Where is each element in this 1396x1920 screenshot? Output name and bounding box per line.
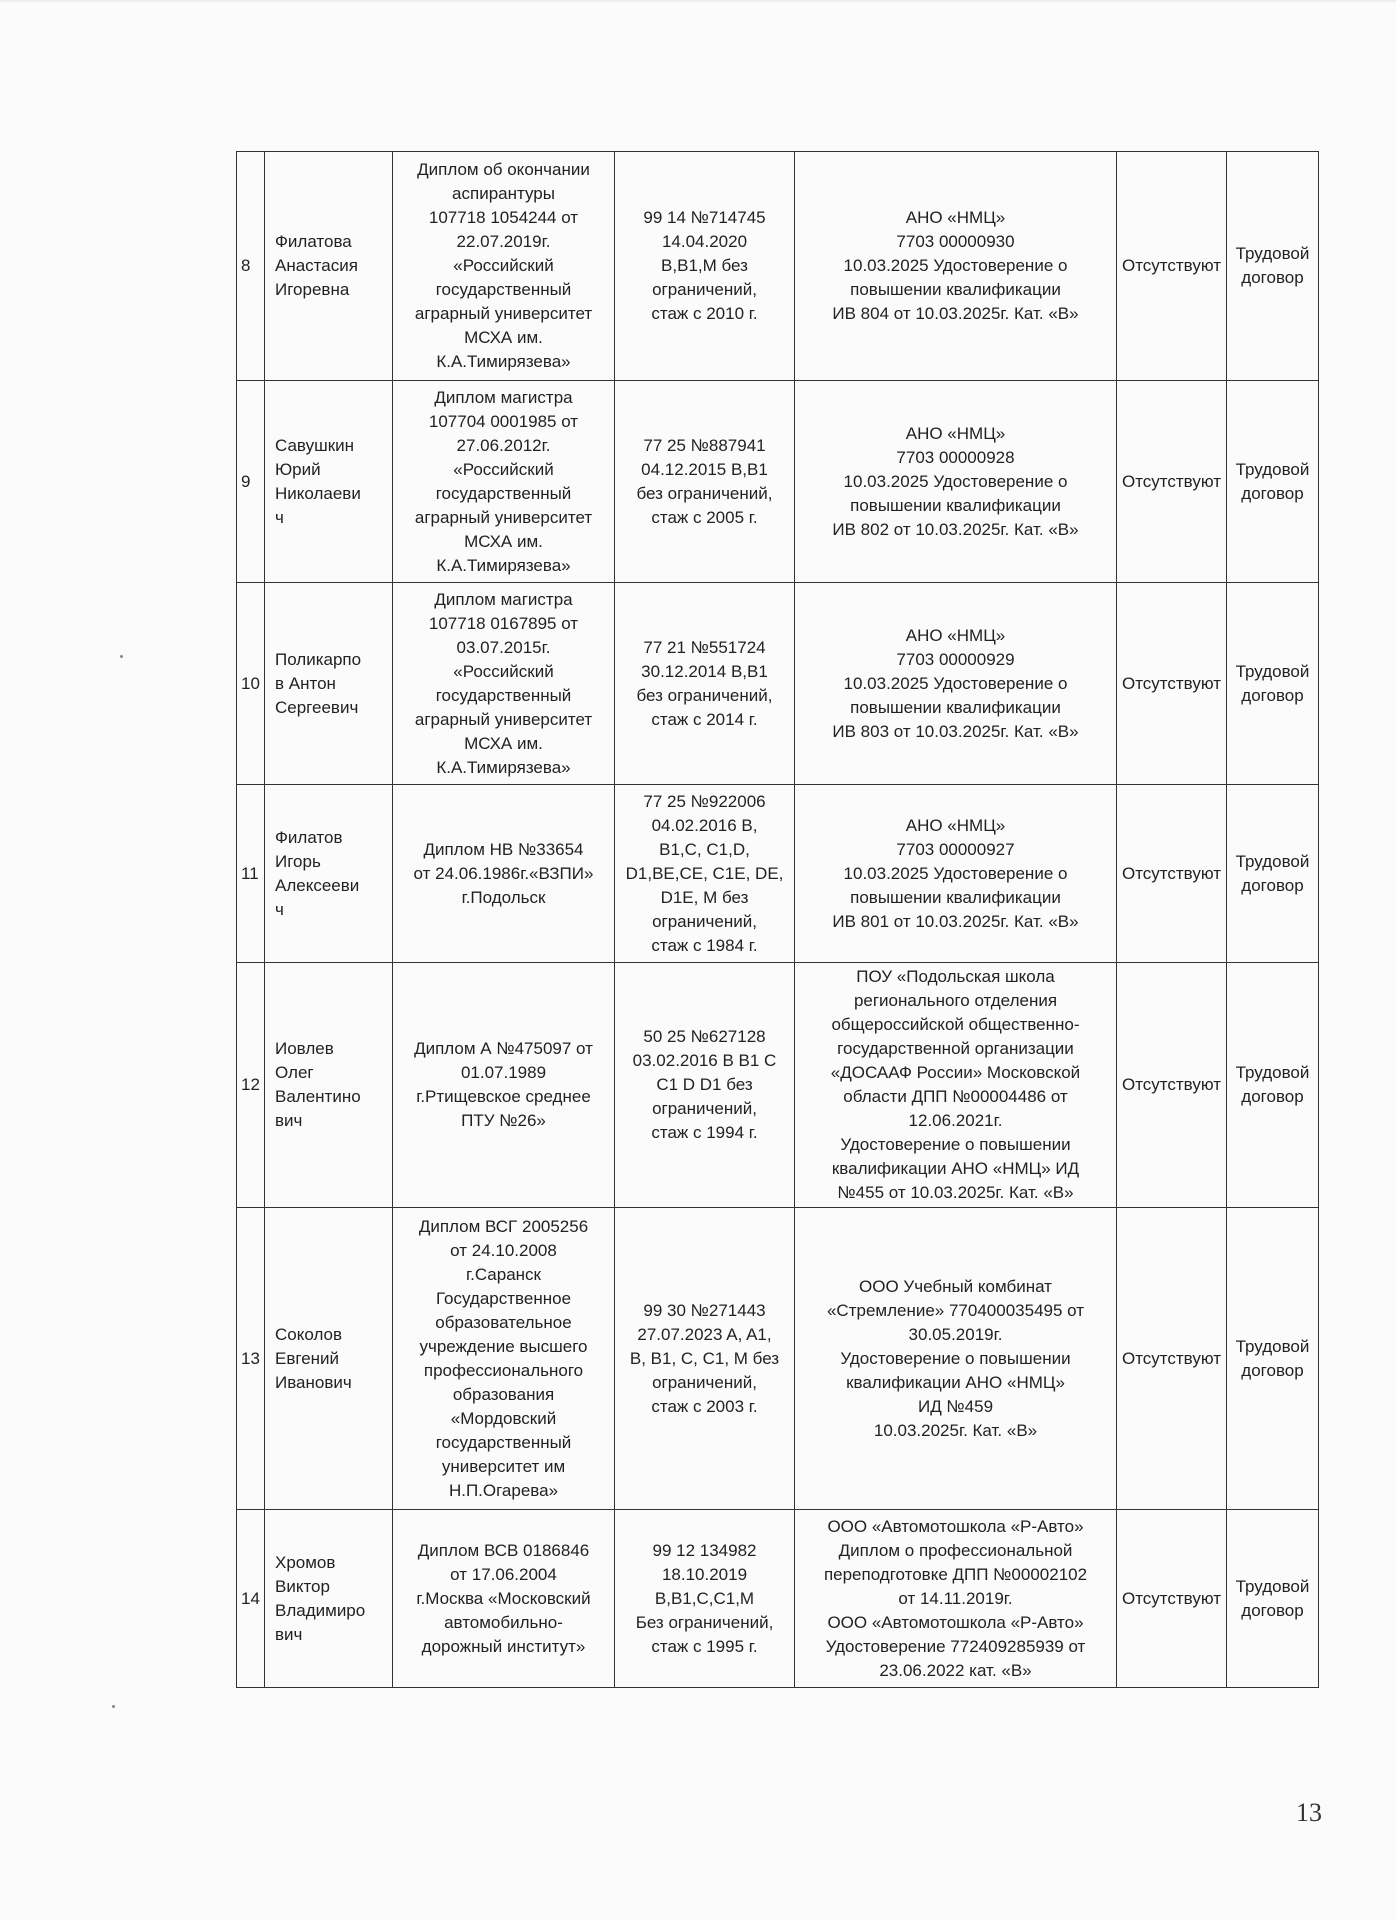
employee-name: Савушкин Юрий Николаеви ч (265, 381, 393, 583)
qualification-cell: АНО «НМЦ» 7703 00000928 10.03.2025 Удостоверение о повышении квалификации ИВ 802 от 10.03.2025г. Кат. «В» (795, 381, 1117, 583)
qualification-cell: ПОУ «Подольская школа регионального отделения общероссийской общественно- государственной организации «ДОСААФ России» Московской области ДПП №00004486 от 12.06.2021г. Удостоверение о повышении квалификации АНО «НМЦ» ИД №455 от 10.03.2025г. Кат. «В» (795, 963, 1117, 1208)
table-row (237, 1208, 1319, 1510)
education-cell: Диплом А №475097 от 01.07.1989 г.Ртищевское среднее ПТУ №26» (393, 963, 615, 1208)
row-number: 10 (237, 583, 265, 785)
qualification-cell: ООО «Автомотошкола «Р-Авто» Диплом о профессиональной переподготовке ДПП №00002102 от 14.11.2019г. ООО «Автомотошкола «Р-Авто» Удостоверение 772409285939 от 23.06.2022 кат. «В» (795, 1510, 1117, 1688)
driver-license-cell: 50 25 №627128 03.02.2016 B B1 C C1 D D1 без ограничений, стаж с 1994 г. (615, 963, 795, 1208)
employee-name: Соколов Евгений Иванович (265, 1208, 393, 1510)
qualification-cell: ООО Учебный комбинат «Стремление» 770400035495 от 30.05.2019г. Удостоверение о повышении квалификации АНО «НМЦ» ИД №459 10.03.2025г. Кат. «В» (795, 1208, 1117, 1510)
employee-name: Филатова Анастасия Игоревна (265, 152, 393, 381)
row-number: 13 (237, 1208, 265, 1510)
contract-cell: Трудовой договор (1227, 963, 1319, 1208)
page-number: 13 (1296, 1798, 1322, 1827)
qualification-cell: АНО «НМЦ» 7703 00000930 10.03.2025 Удостоверение о повышении квалификации ИВ 804 от 10.03.2025г. Кат. «В» (795, 152, 1117, 381)
table-row (237, 152, 1319, 381)
education-cell: Диплом НВ №33654 от 24.06.1986г.«ВЗПИ» г.Подольск (393, 785, 615, 963)
driver-license-cell: 77 21 №551724 30.12.2014 B,B1 без ограничений, стаж с 2014 г. (615, 583, 795, 785)
staff-table (236, 151, 1319, 1688)
penalties-cell: Отсутствуют (1117, 152, 1227, 381)
penalties-cell: Отсутствуют (1117, 963, 1227, 1208)
table-row (237, 381, 1319, 583)
driver-license-cell: 99 12 134982 18.10.2019 B,B1,C,C1,M Без ограничений, стаж с 1995 г. (615, 1510, 795, 1688)
penalties-cell: Отсутствуют (1117, 1510, 1227, 1688)
table-row (237, 583, 1319, 785)
education-cell: Диплом магистра 107718 0167895 от 03.07.2015г. «Российский государственный аграрный университет МСХА им. К.А.Тимирязева» (393, 583, 615, 785)
qualification-cell: АНО «НМЦ» 7703 00000927 10.03.2025 Удостоверение о повышении квалификации ИВ 801 от 10.03.2025г. Кат. «В» (795, 785, 1117, 963)
education-cell: Диплом ВСВ 0186846 от 17.06.2004 г.Москва «Московский автомобильно- дорожный институт» (393, 1510, 615, 1688)
row-number: 12 (237, 963, 265, 1208)
scan-speck (120, 655, 123, 658)
education-cell: Диплом об окончании аспирантуры 107718 1054244 от 22.07.2019г. «Российский государственный аграрный университет МСХА им. К.А.Тимирязева» (393, 152, 615, 381)
driver-license-cell: 77 25 №922006 04.02.2016 B, B1,C, C1,D, D1,BE,CE, C1E, DE, D1E, M без ограничений, стаж с 1984 г. (615, 785, 795, 963)
row-number: 14 (237, 1510, 265, 1688)
driver-license-cell: 99 14 №714745 14.04.2020 B,B1,M без ограничений, стаж с 2010 г. (615, 152, 795, 381)
employee-name: Поликарпо в Антон Сергеевич (265, 583, 393, 785)
education-cell: Диплом магистра 107704 0001985 от 27.06.2012г. «Российский государственный аграрный университет МСХА им. К.А.Тимирязева» (393, 381, 615, 583)
contract-cell: Трудовой договор (1227, 152, 1319, 381)
penalties-cell: Отсутствуют (1117, 381, 1227, 583)
row-number: 11 (237, 785, 265, 963)
qualification-cell: АНО «НМЦ» 7703 00000929 10.03.2025 Удостоверение о повышении квалификации ИВ 803 от 10.03.2025г. Кат. «В» (795, 583, 1117, 785)
employee-name: Иовлев Олег Валентино вич (265, 963, 393, 1208)
education-cell: Диплом ВСГ 2005256 от 24.10.2008 г.Саранск Государственное образовательное учреждение высшего профессионального образования «Мордовский государственный университет им Н.П.Огарева» (393, 1208, 615, 1510)
penalties-cell: Отсутствуют (1117, 583, 1227, 785)
contract-cell: Трудовой договор (1227, 583, 1319, 785)
penalties-cell: Отсутствуют (1117, 1208, 1227, 1510)
employee-name: Хромов Виктор Владимиро вич (265, 1510, 393, 1688)
contract-cell: Трудовой договор (1227, 1510, 1319, 1688)
driver-license-cell: 77 25 №887941 04.12.2015 B,B1 без ограничений, стаж с 2005 г. (615, 381, 795, 583)
driver-license-cell: 99 30 №271443 27.07.2023 A, A1, B, B1, C, C1, M без ограничений, стаж с 2003 г. (615, 1208, 795, 1510)
penalties-cell: Отсутствуют (1117, 785, 1227, 963)
scan-speck (112, 1705, 115, 1708)
contract-cell: Трудовой договор (1227, 1208, 1319, 1510)
employee-name: Филатов Игорь Алексееви ч (265, 785, 393, 963)
row-number: 9 (237, 381, 265, 583)
row-number: 8 (237, 152, 265, 381)
contract-cell: Трудовой договор (1227, 381, 1319, 583)
contract-cell: Трудовой договор (1227, 785, 1319, 963)
table-row (237, 963, 1319, 1208)
table-row (237, 1510, 1319, 1688)
table-row (237, 785, 1319, 963)
